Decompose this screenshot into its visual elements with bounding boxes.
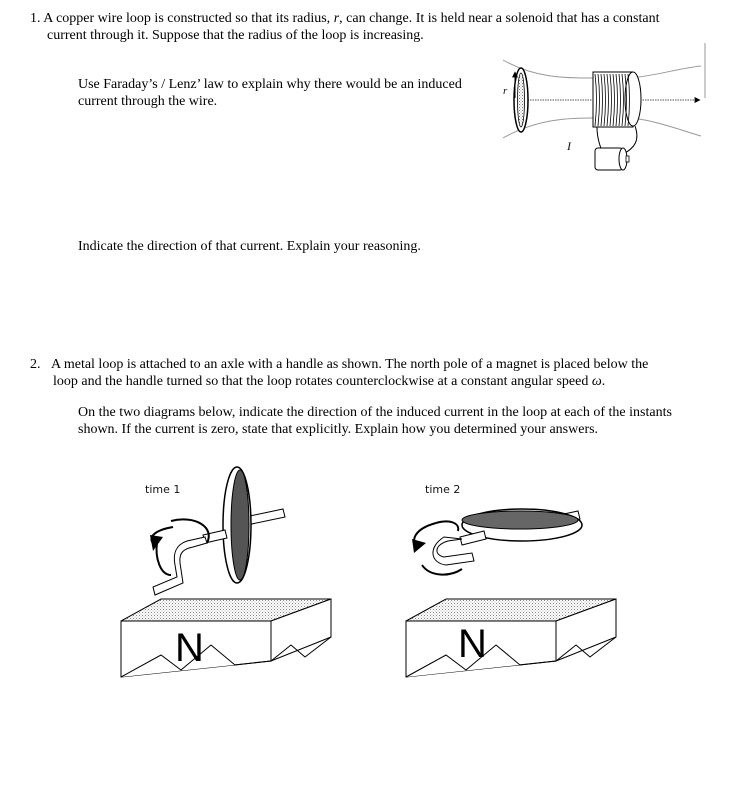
current-label: I [567,139,571,153]
radius-label: r [503,85,508,97]
time2-figure [400,465,625,685]
q2-stem-text: A metal loop is attached to an axle with a handle as shown. The north pole of a magnet is placed below the [51,357,649,372]
solenoid-coil [593,72,641,127]
wire-loop [514,68,528,132]
time2-label: time 2 [425,483,461,496]
q1-stem-text: A copper wire loop is constructed so that its radius, [43,11,334,26]
q2-stem-line1 [30,356,648,373]
magnet [121,599,331,677]
q1-part-b: Indicate the direction of that current. Explain your reasoning. [78,239,421,254]
rotation-arrowhead-icon [412,539,426,553]
q1-part-a-line1: Use Faraday’s / Lenz’ law to explain why there would be an induced [78,77,462,92]
battery [595,148,629,170]
magnet [406,599,616,677]
rotating-loop [223,467,251,583]
time2-pole-label: N [458,622,487,666]
q2-stem-end: . [601,374,606,389]
q1-part-a-line2: current through the wire. [78,94,218,109]
time1-pole-label: N [175,626,204,670]
time1-label: time 1 [145,483,181,496]
q1-solenoid-figure [495,38,710,178]
rotation-arrow-icon [151,527,173,575]
time1-figure [115,465,340,685]
q2-instr-line1: On the two diagrams below, indicate the direction of the induced current in the loop at each of the instants [78,405,672,420]
q2-omega: ω [591,374,602,389]
q1-stem-text-end: , can change. It is held near a solenoid that has a constant [339,11,660,26]
q2-instr-line2: shown. If the current is zero, state that explicitly. Explain how you determined your answers. [78,422,599,437]
q1-stem-line1 [30,10,659,27]
crank-handle [153,537,207,595]
q1-number: 1. [30,11,41,26]
q1-radius-var: r [333,11,340,26]
q1-stem-line2: current through it. Suppose that the radius of the loop is increasing. [47,28,424,43]
q2-stem-text2: loop and the handle turned so that the loop rotates counterclockwise at a constant angular speed [53,374,592,389]
q2-number: 2. [30,357,41,372]
q2-stem-line2 [53,373,605,390]
